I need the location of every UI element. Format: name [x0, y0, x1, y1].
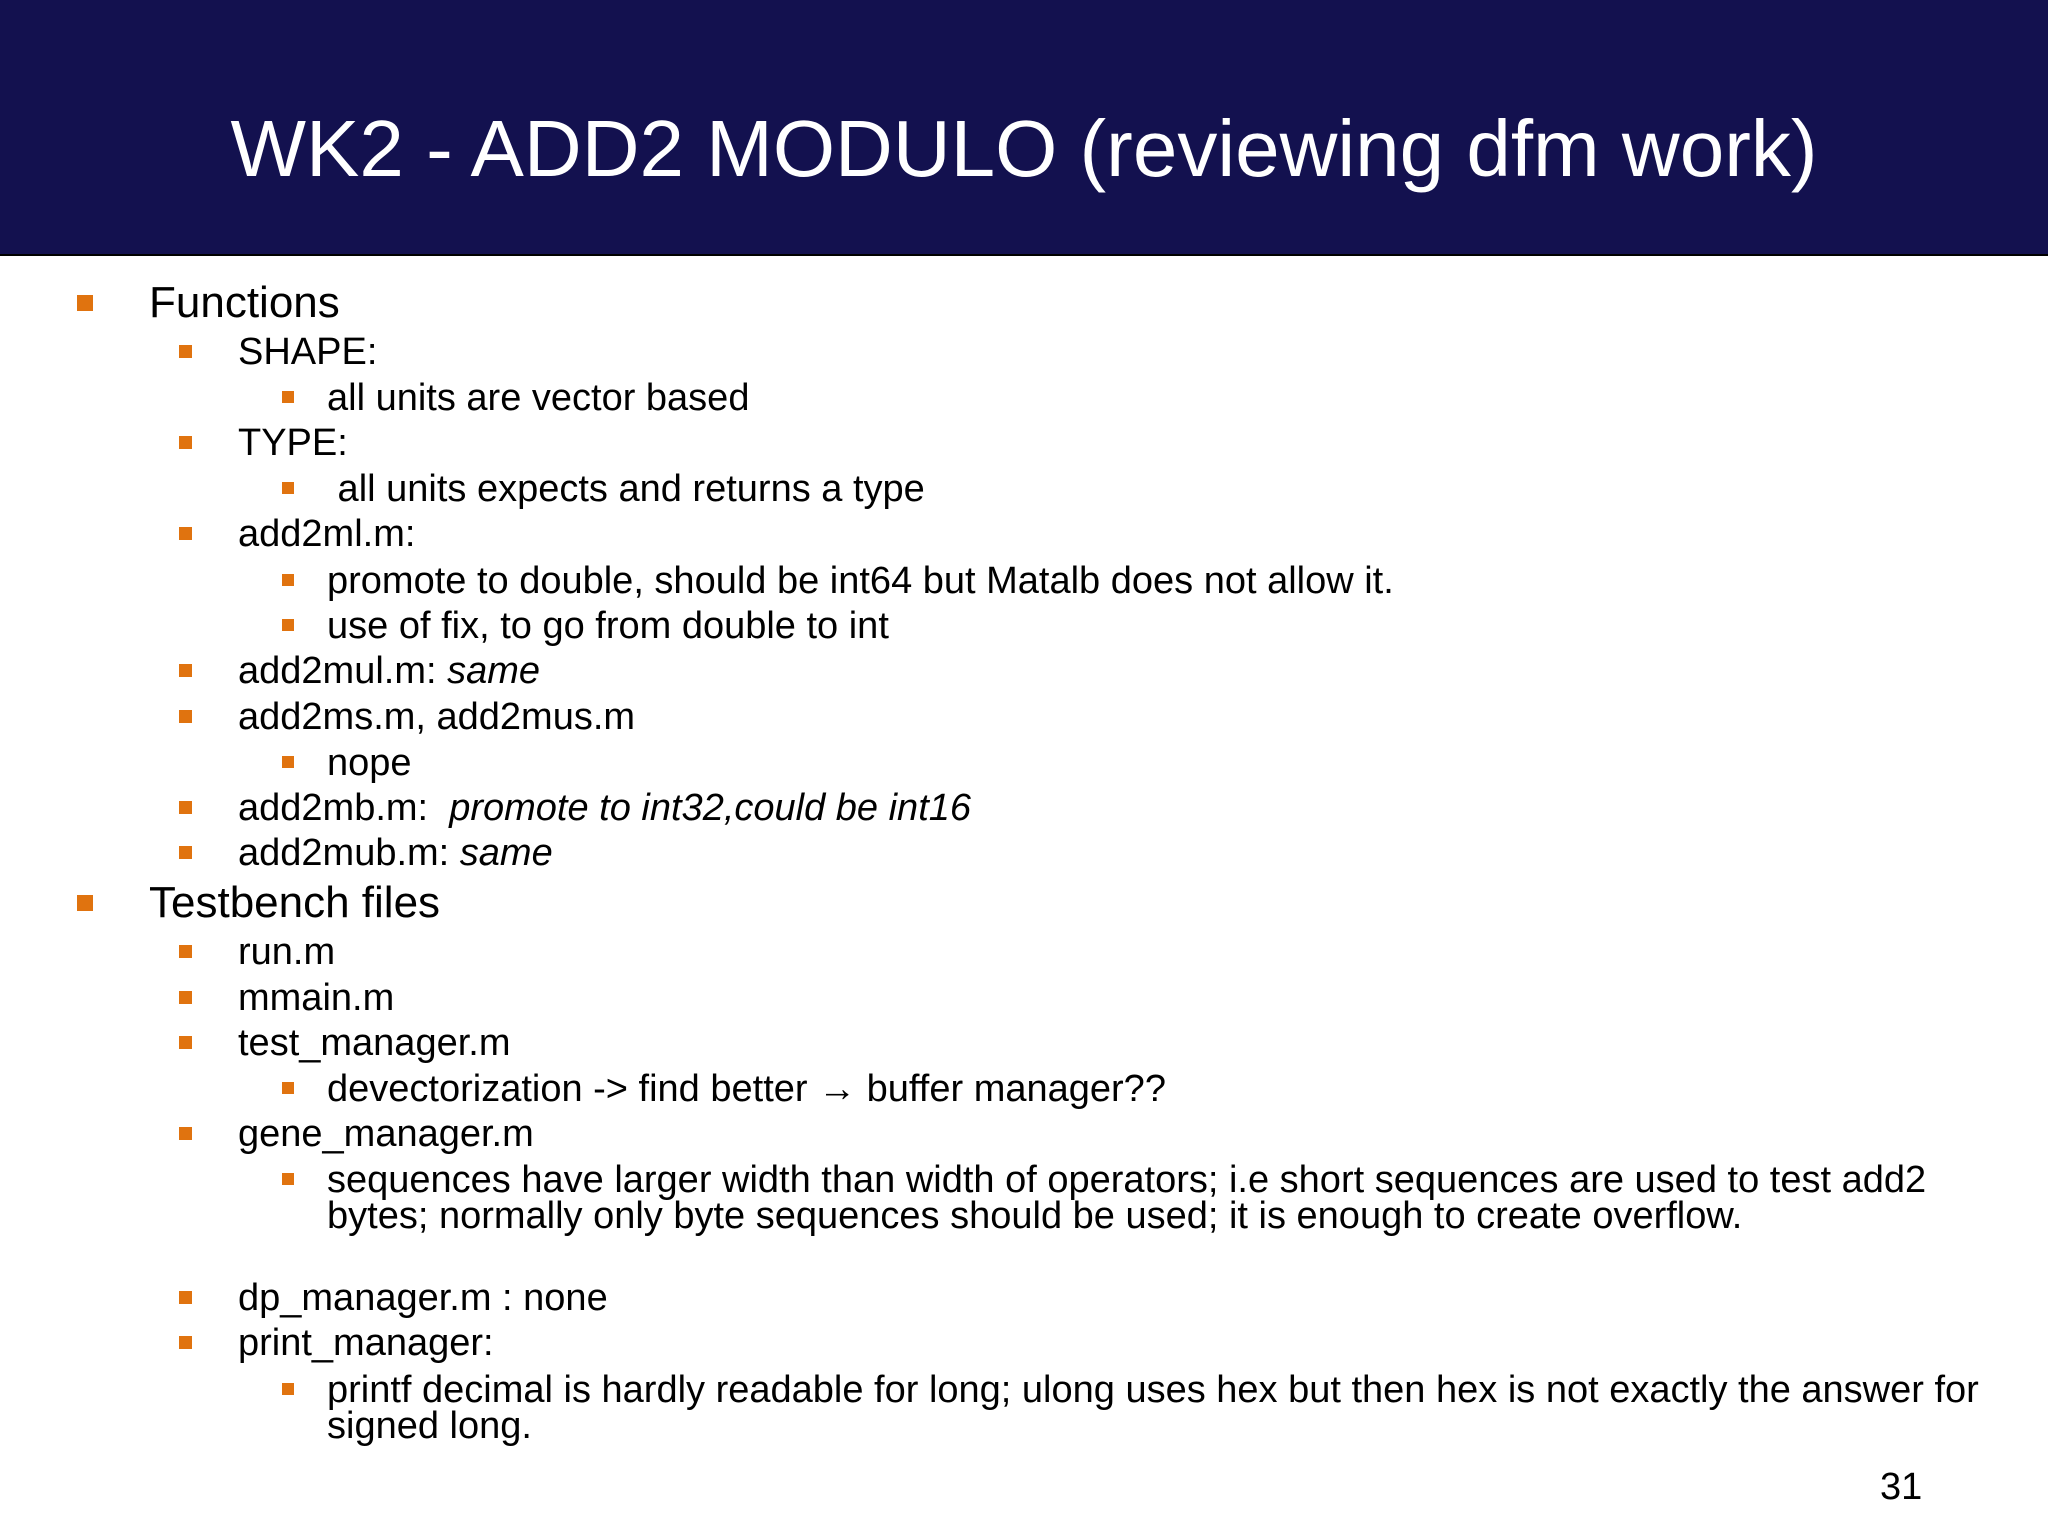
- bullet-icon: [179, 801, 192, 814]
- bullet-icon: [179, 1336, 192, 1349]
- item-add2mul-note: same: [447, 650, 541, 692]
- item-add2mb-label: add2mb.m:: [238, 787, 450, 829]
- bullet-icon: [282, 1082, 294, 1094]
- item-add2mb-note: promote to int32,could be int16: [449, 787, 972, 829]
- item-print-manager-detail: printf decimal is hardly readable for long; ulong uses hex but then hex is not exactly the answer for signed long.: [327, 1369, 1979, 1447]
- item-add2ml-detail-2: use of fix, to go from double to int: [327, 605, 889, 647]
- item-add2mul: [238, 649, 540, 693]
- bullet-icon: [179, 1127, 192, 1140]
- item-test-manager-detail: devectorization -> find better → buffer manager??: [327, 1068, 1166, 1110]
- bullet-icon: [179, 945, 192, 958]
- slide-title: WK2 - ADD2 MODULO (reviewing dfm work): [230, 104, 1818, 193]
- item-gene-manager-detail: sequences have larger width than width of operators; i.e short sequences are used to test add2 bytes; normally only byte sequences should be used; it is enough to create overflow.: [327, 1159, 1927, 1237]
- bullet-icon: [179, 527, 192, 540]
- item-add2mub: [238, 831, 553, 875]
- bullet-icon: [179, 846, 192, 859]
- bullet-icon: [179, 1036, 192, 1049]
- bullet-icon: [282, 756, 294, 768]
- item-print-manager: print_manager:: [238, 1322, 494, 1364]
- item-gene-manager: gene_manager.m: [238, 1113, 534, 1155]
- bullet-icon: [282, 391, 294, 403]
- bullet-icon: [77, 895, 93, 911]
- slide-number: 31: [1880, 1466, 1923, 1508]
- item-add2mub-label: add2mub.m:: [238, 832, 460, 874]
- item-type: TYPE:: [238, 422, 348, 464]
- item-test-manager: test_manager.m: [238, 1022, 511, 1064]
- bullet-icon: [179, 436, 192, 449]
- bullet-icon: [179, 345, 192, 358]
- heading-functions: Functions: [149, 278, 340, 327]
- bullet-icon: [179, 664, 192, 677]
- item-add2ml: add2ml.m:: [238, 513, 416, 555]
- bullet-icon: [179, 1291, 192, 1304]
- bullet-icon: [282, 574, 294, 586]
- item-add2mub-note: same: [459, 832, 553, 874]
- item-mmain: mmain.m: [238, 977, 395, 1019]
- item-add2mul-label: add2mul.m:: [238, 650, 448, 692]
- bullet-icon: [179, 991, 192, 1004]
- bullet-icon: [282, 619, 294, 631]
- item-shape: SHAPE:: [238, 331, 378, 373]
- item-shape-detail: all units are vector based: [327, 377, 750, 419]
- item-add2ml-detail-1: promote to double, should be int64 but Matalb does not allow it.: [327, 560, 1394, 602]
- bullet-icon: [282, 482, 294, 494]
- item-dp-manager: dp_manager.m : none: [238, 1277, 608, 1319]
- item-add2ms: add2ms.m, add2mus.m: [238, 696, 636, 738]
- bullet-icon: [282, 1383, 294, 1395]
- bullet-icon: [282, 1173, 294, 1185]
- item-type-detail: all units expects and returns a type: [327, 468, 925, 510]
- bullet-icon: [179, 710, 192, 723]
- bullet-icon: [77, 295, 93, 311]
- item-add2ms-detail: nope: [327, 742, 412, 784]
- heading-testbench: Testbench files: [149, 878, 441, 927]
- item-run: run.m: [238, 931, 336, 973]
- item-add2mb: [238, 786, 971, 830]
